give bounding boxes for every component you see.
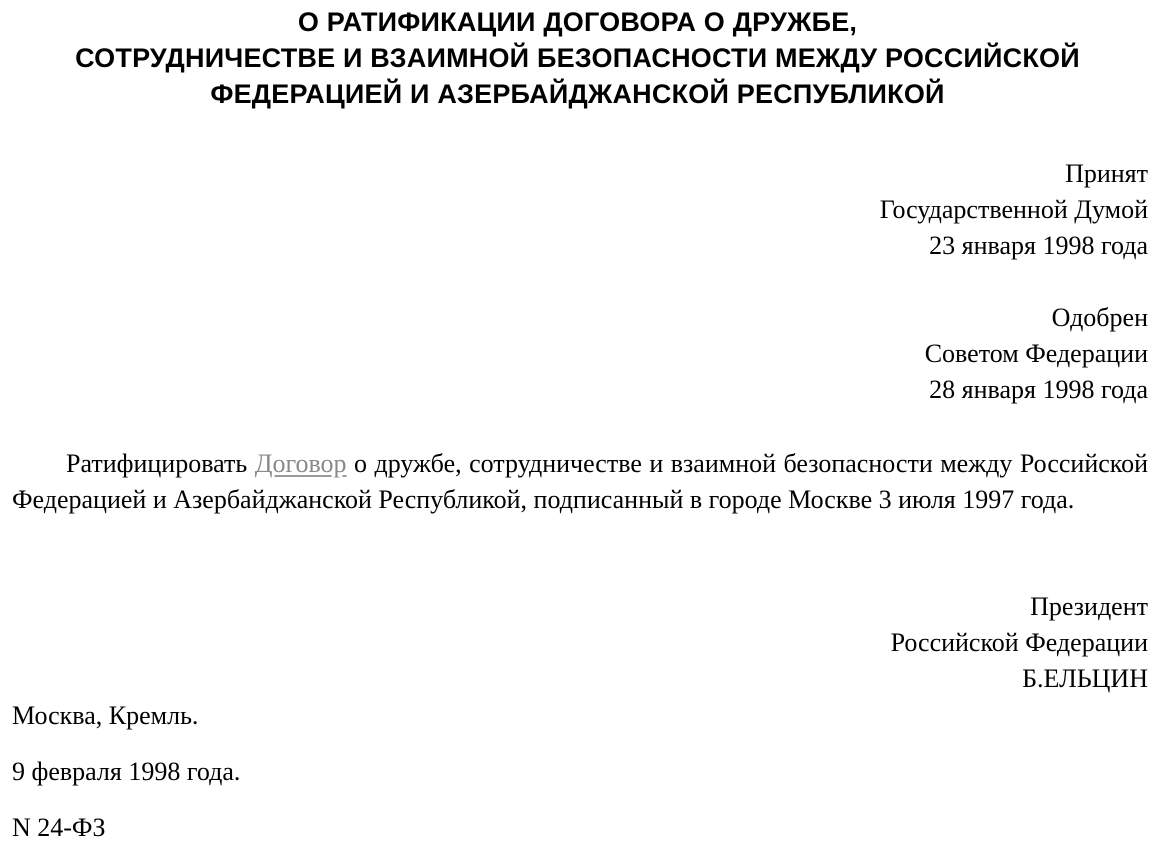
title-line-2: СОТРУДНИЧЕСТВЕ И ВЗАИМНОЙ БЕЗОПАСНОСТИ МЕЖДУ РОССИЙСКОЙ	[75, 43, 1080, 73]
signature-name: Б.ЕЛЬЦИН	[1022, 664, 1148, 693]
signature-position: Президент	[1030, 592, 1148, 621]
approval-label: Одобрен	[1051, 303, 1148, 332]
signing-place: Москва, Кремль.	[12, 701, 199, 730]
adoption-label: Принят	[1065, 159, 1148, 188]
title-line-3: ФЕДЕРАЦИЕЙ И АЗЕРБАЙДЖАНСКОЙ РЕСПУБЛИКОЙ	[210, 79, 945, 109]
law-number: N 24-ФЗ	[12, 813, 106, 842]
signature-country: Российской Федерации	[890, 628, 1148, 657]
adoption-block	[880, 156, 1148, 264]
signing-date: 9 февраля 1998 года.	[12, 757, 241, 786]
treaty-link[interactable]: Договор	[254, 449, 347, 478]
approval-body: Советом Федерации	[924, 339, 1148, 368]
document-title	[0, 4, 1155, 112]
paragraph-text-end: о дружбе, сотрудничестве и взаимной безопасности между Российской Федерацией и Азербайджанской Республикой, подписанный в городе Москве 3 июля 1997 года.	[12, 449, 1149, 514]
ratification-paragraph	[12, 446, 1148, 518]
signature-block	[891, 589, 1148, 697]
adoption-date: 23 января 1998 года	[929, 231, 1148, 260]
paragraph-text-start: Ратифицировать	[66, 449, 255, 478]
approval-block	[925, 300, 1148, 408]
title-line-1: О РАТИФИКАЦИИ ДОГОВОРА О ДРУЖБЕ,	[297, 7, 858, 37]
adoption-body: Государственной Думой	[879, 195, 1148, 224]
approval-date: 28 января 1998 года	[929, 375, 1148, 404]
